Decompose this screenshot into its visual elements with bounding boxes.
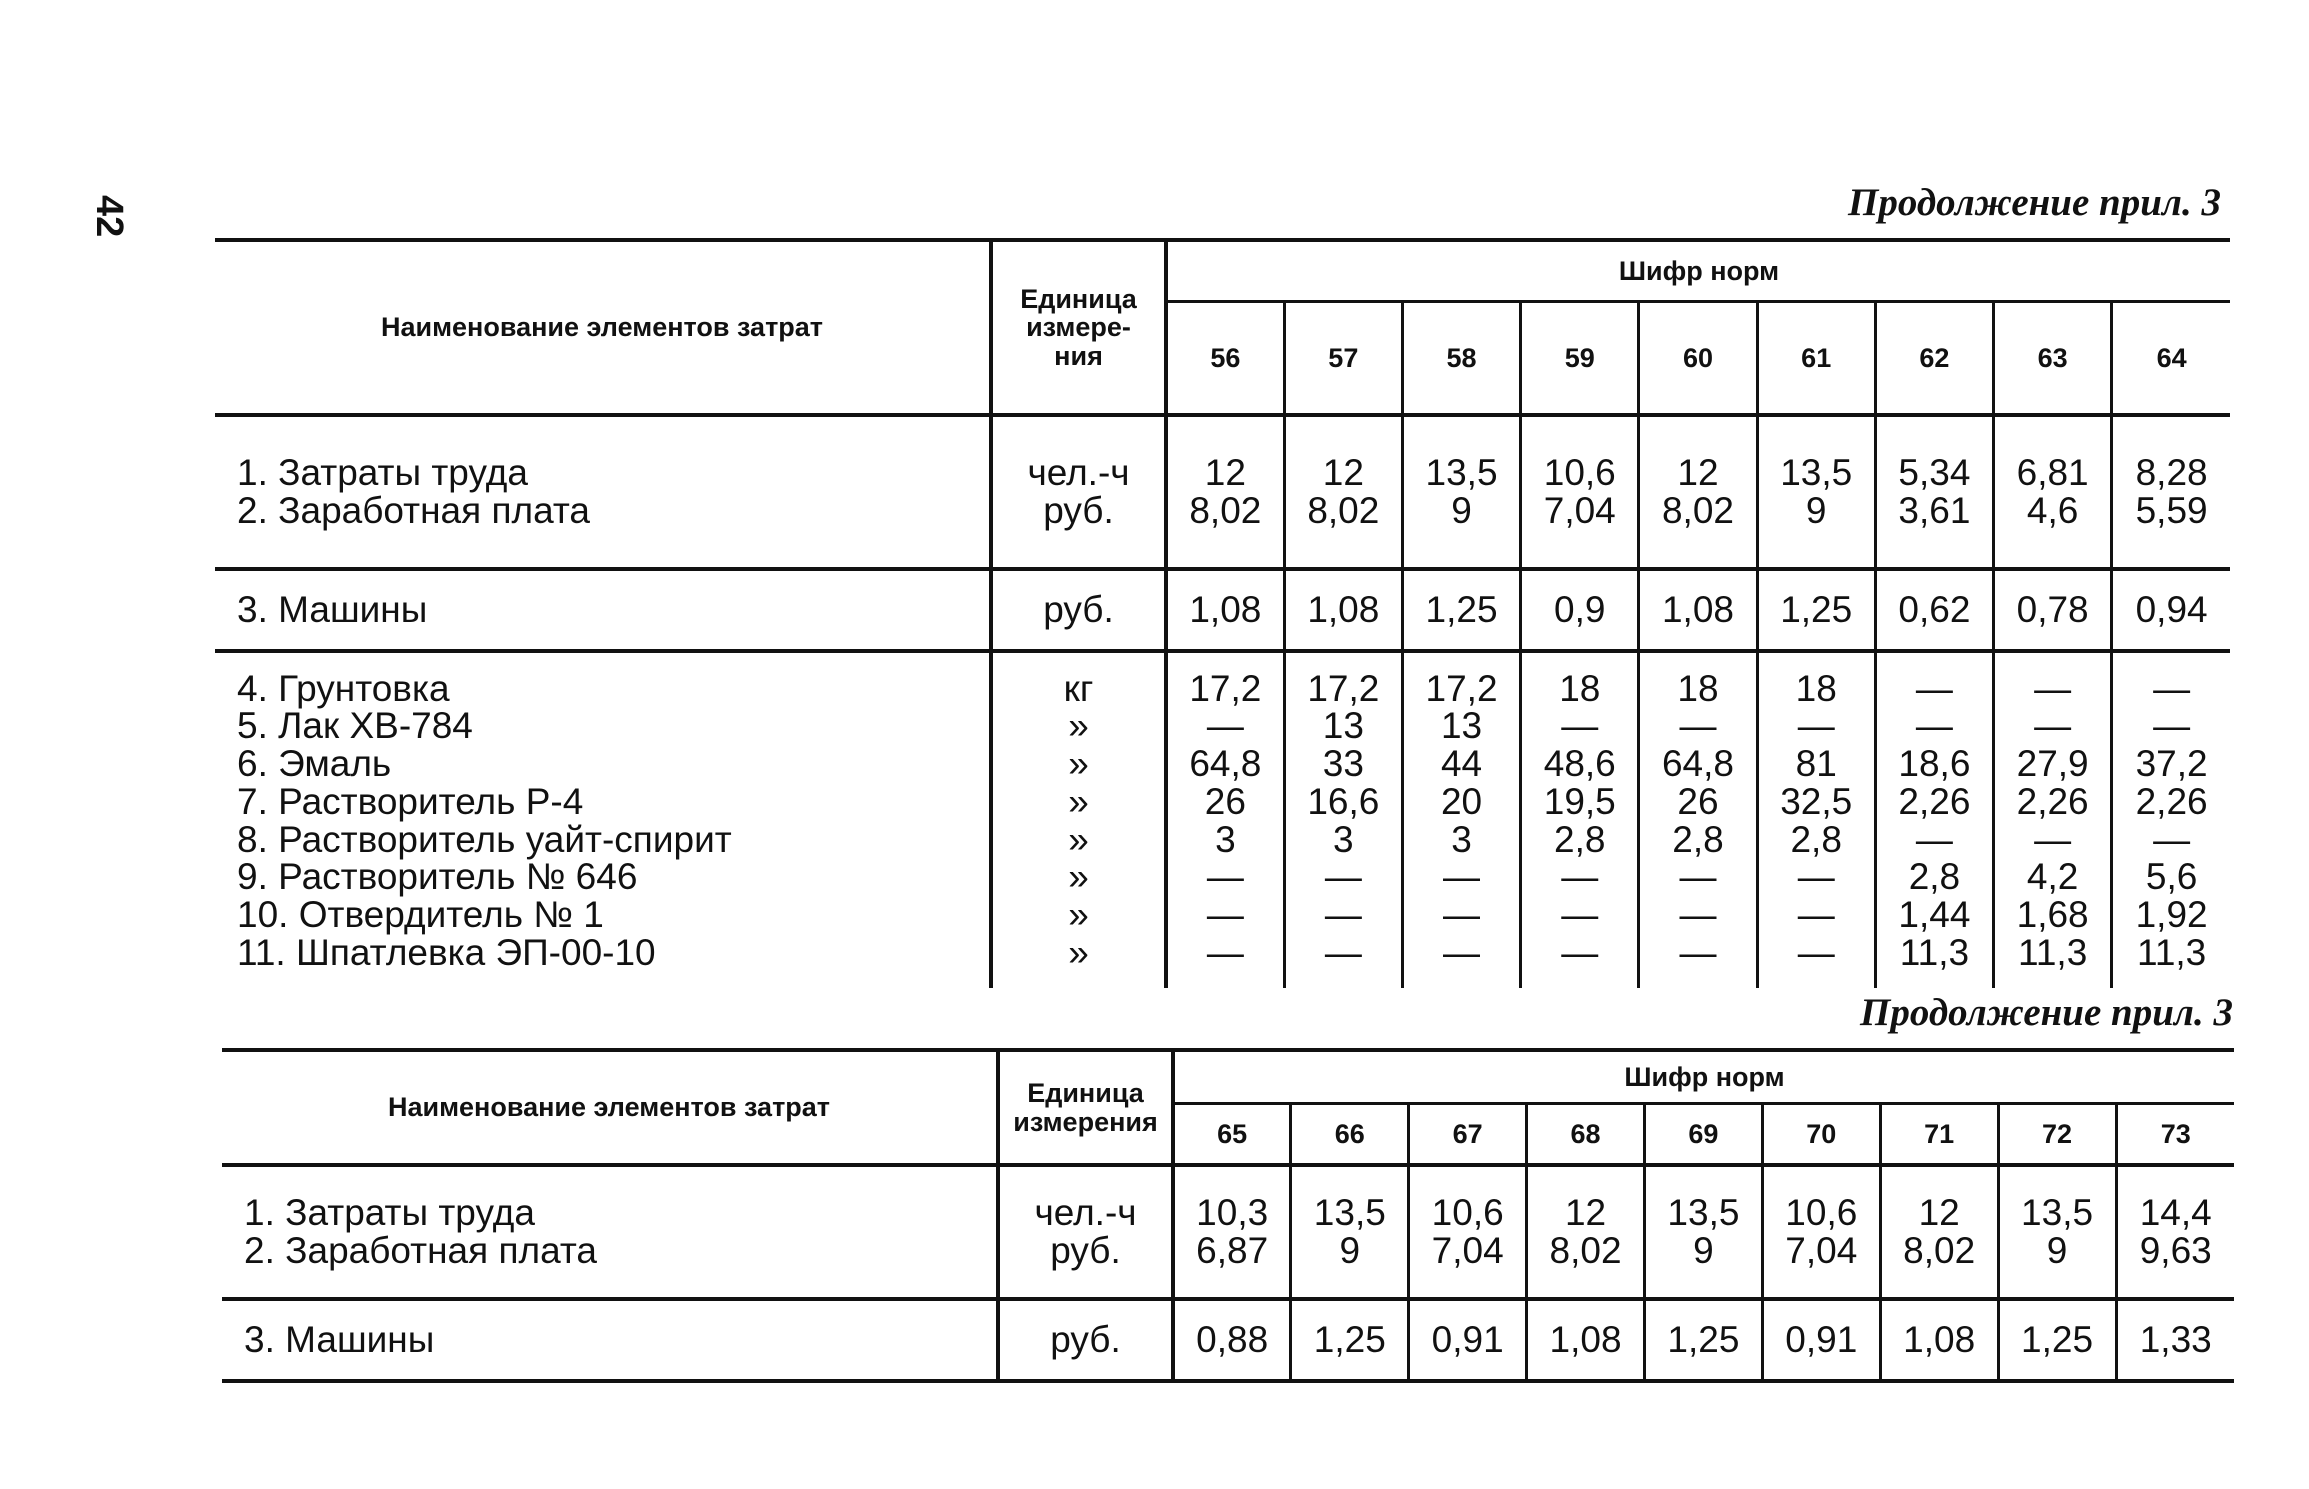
- table-row: [215, 569, 2230, 651]
- header-name-cell: [215, 242, 991, 415]
- value: —: [1206, 705, 1244, 747]
- row-unit: чел.-ч: [1034, 1192, 1137, 1234]
- code-header-cell: 56: [1210, 342, 1241, 373]
- value: —: [1206, 856, 1244, 898]
- value: 17,2: [1189, 667, 1262, 709]
- value: 3: [1451, 818, 1472, 860]
- value: 2,26: [1898, 780, 1971, 822]
- code-header-cell: 63: [1994, 302, 2112, 416]
- value-cell: [1762, 1299, 1880, 1381]
- value-cell: [1639, 415, 1757, 569]
- value-cell: [1527, 1165, 1645, 1299]
- value: 64,8: [1661, 743, 1734, 785]
- header-unit-cell: [998, 1052, 1173, 1165]
- value: 1,08: [1661, 589, 1734, 631]
- value: 3: [1333, 818, 1354, 860]
- header-cipher-label: Шифр норм: [1618, 255, 1780, 286]
- value: 10,6: [1431, 1192, 1504, 1234]
- value: 6,87: [1196, 1230, 1269, 1271]
- value: —: [2034, 667, 2072, 709]
- row-unit-cell: [991, 415, 1166, 569]
- header-unit-line: измере-: [1026, 312, 1131, 343]
- value: —: [1324, 893, 1362, 935]
- value: 1,25: [2021, 1319, 2094, 1361]
- value: 7,04: [1431, 1230, 1504, 1271]
- value-cell: [1645, 1299, 1763, 1381]
- value: 1,25: [1780, 589, 1853, 631]
- value-cell: [2112, 569, 2230, 651]
- value: —: [1324, 856, 1362, 898]
- row-unit: »: [1068, 856, 1089, 898]
- header-name-cell: [222, 1052, 998, 1165]
- value: 0,9: [1554, 589, 1606, 631]
- code-header-cell: 72: [1998, 1104, 2116, 1166]
- value-cell: [1757, 569, 1875, 651]
- value-cell: [1402, 569, 1520, 651]
- value: 13: [1440, 705, 1483, 747]
- value: —: [1915, 667, 1953, 709]
- header-unit-cell: [991, 242, 1166, 415]
- value: 64,8: [1189, 743, 1262, 785]
- row-name: 3. Машины: [237, 589, 428, 631]
- value: —: [1797, 931, 1835, 973]
- value: 8,02: [1903, 1230, 1976, 1271]
- value-cell: [1875, 569, 1993, 651]
- value-cell: [1880, 1165, 1998, 1299]
- code-header-cell: 69: [1645, 1104, 1763, 1166]
- value: 8,02: [1549, 1230, 1622, 1271]
- value: 1,25: [1313, 1319, 1386, 1361]
- value: —: [1915, 705, 1953, 747]
- value: 32,5: [1780, 780, 1853, 822]
- value-cell: [1880, 1299, 1998, 1381]
- value: 33: [1322, 743, 1364, 785]
- row-unit: руб.: [1043, 490, 1114, 531]
- value: —: [1797, 705, 1835, 747]
- value: 3: [1215, 818, 1236, 860]
- value: 18: [1795, 667, 1837, 709]
- value: 2,26: [2135, 780, 2208, 822]
- value: 48,6: [1543, 743, 1616, 785]
- value-cell: [1166, 415, 1284, 569]
- value-cell: [1521, 415, 1639, 569]
- row-name: 2. Заработная плата: [237, 490, 590, 531]
- value: 6,81: [2016, 452, 2089, 494]
- row-unit: »: [1068, 743, 1089, 785]
- value-cell: [2112, 415, 2230, 569]
- code-header-cell: 66: [1291, 1104, 1409, 1166]
- value: 1,25: [1667, 1319, 1740, 1361]
- value-cell: [1291, 1165, 1409, 1299]
- row-unit: руб.: [1050, 1230, 1121, 1271]
- code-header-cell: 62: [1875, 302, 1993, 416]
- value: 13,5: [1667, 1192, 1740, 1234]
- value: —: [2153, 818, 2191, 860]
- value: 11,3: [2136, 931, 2207, 973]
- row-unit: руб.: [1043, 589, 1114, 631]
- code-header-cell: 73: [2116, 1104, 2234, 1166]
- value: 1,08: [1307, 589, 1380, 631]
- value: 0,88: [1196, 1319, 1269, 1361]
- code-header-cell: 64: [2112, 302, 2230, 416]
- value-cell: [2116, 1165, 2234, 1299]
- header-unit-line: измерения: [1013, 1106, 1158, 1137]
- value: —: [1443, 856, 1481, 898]
- row-unit-cell: [998, 1299, 1173, 1381]
- code-header-cell: 58: [1402, 302, 1520, 416]
- value: —: [1915, 818, 1953, 860]
- table-2-header-row-1: [222, 1052, 2234, 1104]
- code-header-cell: 68: [1527, 1104, 1645, 1166]
- row-unit: »: [1068, 818, 1089, 860]
- value: 7,04: [1543, 490, 1616, 531]
- value: —: [2034, 818, 2072, 860]
- value: 81: [1795, 743, 1837, 785]
- value: 19,5: [1543, 780, 1616, 822]
- value: 8,02: [1189, 490, 1262, 531]
- table-row: [215, 651, 2230, 988]
- value-cell: [1409, 1165, 1527, 1299]
- value-cell: [1284, 569, 1402, 651]
- value: 12: [1564, 1192, 1607, 1234]
- continuation-caption-1: Продолжение прил. 3: [1848, 181, 2221, 224]
- row-name: 8. Растворитель уайт-спирит: [237, 818, 732, 860]
- norms-table-2: [222, 1052, 2234, 1383]
- value: 10,6: [1543, 452, 1616, 494]
- value: 8,28: [2135, 452, 2208, 494]
- value-cell: [1521, 651, 1639, 988]
- row-unit-cell: [991, 569, 1166, 651]
- value: 1,44: [1898, 893, 1971, 935]
- value: —: [1797, 856, 1835, 898]
- value-cell: [1757, 415, 1875, 569]
- value: 13: [1322, 705, 1364, 747]
- value: —: [1561, 931, 1599, 973]
- value: 0,78: [2016, 589, 2089, 631]
- continuation-caption-2: Продолжение прил. 3: [1860, 991, 2233, 1034]
- value: 0,91: [1785, 1319, 1858, 1361]
- row-unit-cell: [991, 651, 1166, 988]
- value: 7,04: [1785, 1230, 1858, 1271]
- row-name-cell: [215, 651, 991, 988]
- value: —: [1206, 893, 1244, 935]
- value-cell: [1521, 569, 1639, 651]
- row-name: 1. Затраты труда: [244, 1192, 535, 1234]
- value: —: [1679, 705, 1717, 747]
- value: 2,26: [2016, 780, 2089, 822]
- row-unit: »: [1068, 705, 1089, 747]
- value: 2,8: [1672, 818, 1724, 860]
- value: —: [2153, 705, 2191, 747]
- value: 1,92: [2135, 893, 2208, 935]
- value: 1,68: [2016, 893, 2089, 935]
- value: 13,5: [1313, 1192, 1386, 1234]
- value: —: [1679, 931, 1717, 973]
- row-name-cell: [222, 1165, 998, 1299]
- row-unit: руб.: [1050, 1319, 1121, 1361]
- row-name: 1. Затраты труда: [237, 452, 528, 494]
- value-cell: [1998, 1299, 2116, 1381]
- value: —: [1443, 893, 1481, 935]
- value: 11,3: [2018, 931, 2088, 973]
- value: 2,8: [1908, 856, 1961, 898]
- row-name: 4. Грунтовка: [237, 667, 450, 709]
- value: 12: [1677, 452, 1719, 494]
- value: 2,8: [1554, 818, 1606, 860]
- row-unit-cell: [998, 1165, 1173, 1299]
- value: 18: [1677, 667, 1719, 709]
- value: —: [1561, 705, 1599, 747]
- value: 5,6: [2145, 856, 2198, 898]
- row-name-cell: [222, 1299, 998, 1381]
- value-cell: [2112, 651, 2230, 988]
- value: 12: [1918, 1192, 1960, 1234]
- value: —: [1679, 893, 1717, 935]
- value: 3,61: [1898, 490, 1971, 531]
- value-cell: [1527, 1299, 1645, 1381]
- header-cipher-cell: [1173, 1052, 2234, 1104]
- value: —: [2153, 667, 2191, 709]
- value: 10,6: [1785, 1192, 1858, 1234]
- row-name-cell: [215, 415, 991, 569]
- code-header-cell: 67: [1409, 1104, 1527, 1166]
- code-header-cell: 65: [1173, 1104, 1291, 1166]
- row-name: 2. Заработная плата: [244, 1230, 597, 1271]
- value: 8,02: [1307, 490, 1380, 531]
- norms-table-1: [215, 242, 2230, 988]
- value: 1,08: [1189, 589, 1262, 631]
- table-1-header-row-1: [215, 242, 2230, 302]
- row-name: 6. Эмаль: [237, 743, 392, 785]
- header-cipher-label: Шифр норм: [1624, 1061, 1785, 1092]
- value-cell: [2116, 1299, 2234, 1381]
- value: 9: [1451, 490, 1472, 531]
- value-cell: [1994, 415, 2112, 569]
- header-unit-line: ния: [1054, 340, 1103, 371]
- row-name: 5. Лак ХВ-784: [237, 705, 473, 747]
- row-unit: »: [1068, 893, 1089, 935]
- value: 0,91: [1431, 1319, 1504, 1361]
- value: 5,59: [2135, 490, 2208, 531]
- value: 10,3: [1196, 1192, 1269, 1234]
- value-cell: [1402, 415, 1520, 569]
- value: 37,2: [2135, 743, 2208, 785]
- row-unit: »: [1068, 931, 1089, 973]
- row-name: 9. Растворитель № 646: [237, 856, 638, 898]
- value-cell: [1173, 1165, 1291, 1299]
- header-unit-line: Единица: [1020, 283, 1137, 314]
- value: 26: [1677, 780, 1719, 822]
- value: 14,4: [2139, 1192, 2212, 1234]
- row-name: 10. Отвердитель № 1: [237, 893, 604, 935]
- code-header-cell: 70: [1762, 1104, 1880, 1166]
- value: 12: [1322, 452, 1364, 494]
- value: 5,34: [1898, 452, 1971, 494]
- value: —: [1206, 931, 1244, 973]
- code-header-cell: 60: [1639, 302, 1757, 416]
- value: 13,5: [1425, 452, 1498, 494]
- value: 9: [1339, 1230, 1361, 1271]
- value-cell: [1994, 569, 2112, 651]
- value: 17,2: [1307, 667, 1380, 709]
- header-unit-line: Единица: [1027, 1078, 1144, 1109]
- value-cell: [1639, 651, 1757, 988]
- value: 16,6: [1307, 780, 1380, 822]
- row-unit: кг: [1063, 667, 1094, 709]
- value: 4,2: [2026, 856, 2079, 898]
- value-cell: [1291, 1299, 1409, 1381]
- value-cell: [1284, 415, 1402, 569]
- code-header-cell: 57: [1284, 302, 1402, 416]
- value: —: [1443, 931, 1481, 973]
- value-cell: [1639, 569, 1757, 651]
- row-name-cell: [215, 569, 991, 651]
- value: 9: [2046, 1230, 2068, 1271]
- value: 0,94: [2135, 589, 2208, 631]
- value-cell: [1998, 1165, 2116, 1299]
- value: 26: [1204, 780, 1246, 822]
- row-name: 7. Растворитель Р-4: [237, 780, 584, 822]
- value: 27,9: [2016, 743, 2089, 785]
- value: 2,8: [1790, 818, 1842, 860]
- header-name-label: Наименование элементов затрат: [387, 1092, 831, 1122]
- value-cell: [1762, 1165, 1880, 1299]
- value: 1,25: [1425, 589, 1498, 631]
- value-cell: [1409, 1299, 1527, 1381]
- value: —: [1561, 893, 1599, 935]
- value: 9: [1693, 1230, 1714, 1271]
- code-header-cell: 71: [1880, 1104, 1998, 1166]
- row-unit: »: [1068, 780, 1089, 822]
- value: 9,63: [2139, 1230, 2212, 1271]
- code-header-cell: 61: [1757, 302, 1875, 416]
- value: 13,5: [1780, 452, 1853, 494]
- value: —: [1679, 856, 1717, 898]
- value-cell: [1645, 1165, 1763, 1299]
- row-unit: чел.-ч: [1027, 452, 1130, 494]
- value: 1,08: [1549, 1319, 1622, 1361]
- value-cell: [1875, 651, 1993, 988]
- value: 8,02: [1661, 490, 1734, 531]
- value: 11,3: [1899, 931, 1970, 973]
- value: —: [1797, 893, 1835, 935]
- value: 17,2: [1425, 667, 1498, 709]
- value: 18,6: [1898, 743, 1971, 785]
- value-cell: [1757, 651, 1875, 988]
- value-cell: [1402, 651, 1520, 988]
- value: —: [1324, 931, 1362, 973]
- value-cell: [1994, 651, 2112, 988]
- value-cell: [1166, 651, 1284, 988]
- table-row: [222, 1299, 2234, 1381]
- value-cell: [1284, 651, 1402, 988]
- value: 1,08: [1903, 1319, 1976, 1361]
- code-header-cell: 59: [1521, 302, 1639, 416]
- value: 12: [1204, 452, 1246, 494]
- value: 44: [1440, 743, 1483, 785]
- header-cipher-cell: [1166, 242, 2230, 302]
- value: 4,6: [2026, 490, 2079, 531]
- value: 0,62: [1898, 589, 1971, 631]
- header-name-label: Наименование элементов затрат: [380, 312, 824, 342]
- table-row: [222, 1165, 2234, 1299]
- table-row: [215, 415, 2230, 569]
- page-number: 42: [88, 195, 130, 238]
- value: 1,33: [2139, 1319, 2212, 1361]
- value-cell: [1875, 415, 1993, 569]
- row-name: 11. Шпатлевка ЭП-00-10: [237, 931, 656, 973]
- value: 20: [1440, 780, 1483, 822]
- value: 13,5: [2021, 1192, 2094, 1234]
- row-name: 3. Машины: [244, 1319, 435, 1361]
- value: —: [2034, 705, 2072, 747]
- value: 9: [1805, 490, 1827, 531]
- value-cell: [1173, 1299, 1291, 1381]
- value: 18: [1559, 667, 1601, 709]
- value-cell: [1166, 569, 1284, 651]
- value: —: [1561, 856, 1599, 898]
